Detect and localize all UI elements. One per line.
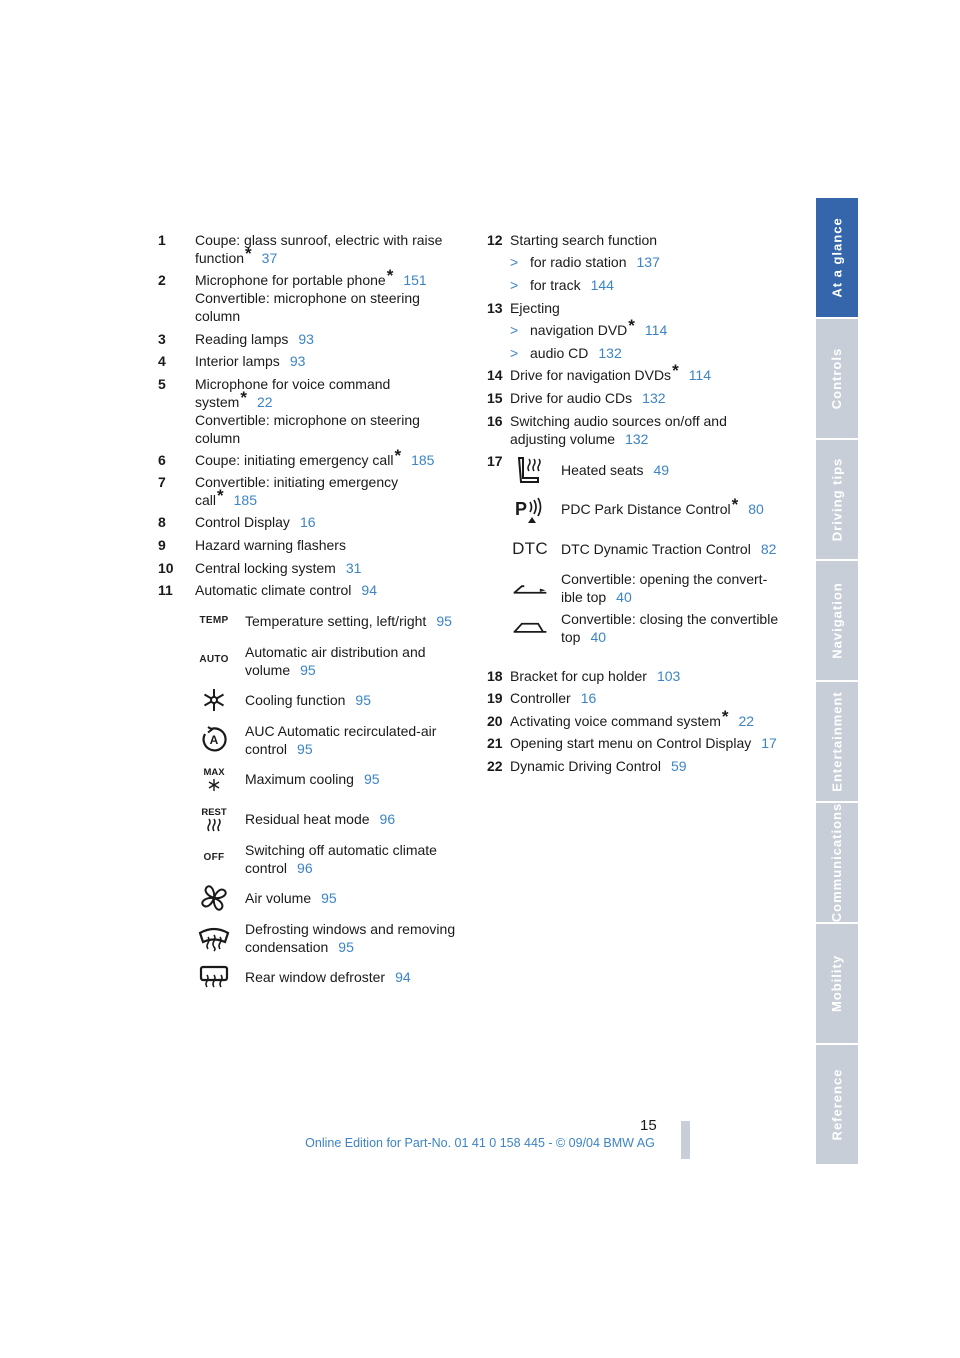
item-text-line: Convertible: initiating emergency <box>195 474 399 490</box>
item-number: 13 <box>487 300 503 316</box>
item-number: 12 <box>487 232 503 248</box>
page-reference-link[interactable]: 22 <box>256 394 273 410</box>
page-reference-link[interactable]: 94 <box>395 969 411 985</box>
page-reference-link[interactable]: 103 <box>656 668 681 684</box>
icon-description: Temperature setting, left/right <box>245 613 427 629</box>
convertible-top-close-icon <box>512 612 548 642</box>
heated-seat-icon <box>512 455 548 485</box>
page-reference-link[interactable]: 37 <box>261 250 278 266</box>
page-reference-link[interactable]: 185 <box>233 492 257 508</box>
tab-label: Reference <box>829 1068 845 1141</box>
snowflake-icon <box>196 685 232 715</box>
page-reference-link[interactable]: 40 <box>590 629 607 645</box>
tab-label: Navigation <box>829 582 845 659</box>
item-number: 14 <box>487 367 503 383</box>
icon-description: Automatic air distribution and <box>245 644 426 660</box>
icon-description: Maximum cooling <box>245 771 354 787</box>
page-reference-link[interactable]: 95 <box>300 662 316 678</box>
page-reference-link[interactable]: 93 <box>298 331 314 347</box>
page-reference-link[interactable]: 80 <box>748 501 764 517</box>
page-reference-link[interactable]: 151 <box>403 272 427 288</box>
item-text-line: Microphone for portable phone <box>195 272 386 288</box>
item-number: 11 <box>158 582 173 598</box>
sub-text: for radio station <box>530 254 627 270</box>
item-number: 22 <box>487 758 503 774</box>
item-text: Starting search function <box>510 232 658 248</box>
item-text-line: Coupe: glass sunroof, electric with raise <box>195 232 443 248</box>
item-text-line: Interior lamps <box>195 353 280 369</box>
svg-text:A: A <box>209 733 219 747</box>
page-reference-link[interactable]: 96 <box>297 860 313 876</box>
item-text: Opening start menu on Control Display <box>510 735 752 751</box>
item-text: Activating voice command system <box>510 713 721 729</box>
item-text-line: Hazard warning flashers <box>195 537 346 553</box>
tab-navigation[interactable] <box>816 561 858 680</box>
item-number: 15 <box>487 390 503 406</box>
item-number: 9 <box>158 537 166 553</box>
optional-equipment-star: * <box>731 495 739 514</box>
item-text-line: Microphone for voice command <box>195 376 391 392</box>
optional-equipment-star: * <box>245 244 252 263</box>
item-number: 16 <box>487 413 503 429</box>
page-reference-link[interactable]: 17 <box>761 735 777 751</box>
page-reference-link[interactable]: 144 <box>590 277 614 293</box>
page-reference-link[interactable]: 114 <box>688 367 712 383</box>
item-number: 20 <box>487 713 503 729</box>
icon-description: Defrosting windows and removing <box>245 921 456 937</box>
page-reference-link[interactable]: 31 <box>345 560 362 576</box>
page-reference-link[interactable]: 40 <box>616 589 632 605</box>
fan-icon <box>196 883 232 913</box>
item-number: 10 <box>158 560 174 576</box>
item-text-line: Reading lamps <box>195 331 289 347</box>
item-text-line: Control Display <box>195 514 290 530</box>
tab-label: Communications <box>829 802 845 923</box>
auc-recirculation-icon <box>196 724 232 754</box>
item-text-line: call <box>195 492 217 508</box>
footer-edition-note: Online Edition for Part-No. 01 41 0 158 445 - © 09/04 BMW AG <box>305 1136 655 1150</box>
svg-text:REST: REST <box>201 807 227 818</box>
item-number: 6 <box>158 452 166 468</box>
item-text: Ejecting <box>510 300 560 316</box>
icon-description: Cooling function <box>245 692 346 708</box>
icon-description: AUC Automatic recirculated-air <box>245 723 437 739</box>
item-text-line: Convertible: microphone on steering <box>195 290 420 306</box>
icon-description: DTC Dynamic Traction Control <box>561 541 751 557</box>
convertible-top-open-icon <box>512 572 548 602</box>
page-reference-link[interactable]: 16 <box>299 514 316 530</box>
item-number: 1 <box>158 232 166 248</box>
icon-description: volume <box>245 662 291 678</box>
tab-entertainment[interactable] <box>816 682 858 801</box>
page-reference-link[interactable]: 137 <box>636 254 660 270</box>
item-text: Dynamic Driving Control <box>510 758 661 774</box>
item-text: Drive for navigation DVDs <box>510 367 672 383</box>
page-reference-link[interactable]: 114 <box>644 322 668 338</box>
page-reference-link[interactable]: 132 <box>598 345 622 361</box>
item-number: 18 <box>487 668 503 684</box>
icon-description: Switching off automatic climate <box>245 842 437 858</box>
rear-defroster-icon <box>196 962 232 992</box>
sub-text: for track <box>530 277 581 293</box>
item-number: 2 <box>158 272 166 288</box>
optional-equipment-star: * <box>217 486 224 505</box>
tab-label: Entertainment <box>829 691 845 792</box>
item-text-line: Automatic climate control <box>195 582 352 598</box>
item-number: 3 <box>158 331 166 347</box>
item-number: 17 <box>487 453 503 469</box>
page-reference-link[interactable]: 16 <box>580 690 597 706</box>
sub-text: navigation DVD <box>530 322 628 338</box>
icon-description: Convertible: closing the convertible <box>561 611 779 627</box>
icon-description: control <box>245 741 288 757</box>
item-text-line: column <box>195 430 241 446</box>
item-text-line: adjusting volume <box>510 431 616 447</box>
optional-equipment-star: * <box>628 316 635 335</box>
optional-equipment-star: * <box>721 707 729 726</box>
item-text-line: system <box>195 394 240 410</box>
icon-description: Air volume <box>245 890 312 906</box>
tab-label: At a glance <box>829 217 845 298</box>
item-number: 19 <box>487 690 503 706</box>
tab-driving-tips[interactable] <box>816 440 858 559</box>
item-text: Controller <box>510 690 571 706</box>
tab-controls[interactable] <box>816 319 858 438</box>
sub-text: audio CD <box>530 345 589 361</box>
page-reference-link[interactable]: 94 <box>361 582 377 598</box>
tab-label: Driving tips <box>829 457 845 542</box>
icon-description: control <box>245 860 288 876</box>
item-text-line: Central locking system <box>195 560 336 576</box>
item-number: 7 <box>158 474 166 490</box>
svg-text:MAX: MAX <box>203 767 225 778</box>
temp-icon: TEMP <box>199 615 229 626</box>
tab-mobility[interactable] <box>816 924 858 1043</box>
page-reference-link[interactable]: 96 <box>379 811 396 827</box>
page-reference-link[interactable]: 93 <box>289 353 306 369</box>
item-text-line: Switching audio sources on/off and <box>510 413 727 429</box>
page-reference-link[interactable]: 95 <box>338 939 354 955</box>
page-reference-link[interactable]: 132 <box>625 431 649 447</box>
page-reference-link[interactable]: 185 <box>411 452 435 468</box>
max-cooling-icon <box>196 764 232 794</box>
auto-icon: AUTO <box>199 654 229 665</box>
icon-description: ible top <box>561 589 607 605</box>
bullet: > <box>510 277 519 293</box>
item-text: Bracket for cup holder <box>510 668 647 684</box>
page-reference-link[interactable]: 49 <box>653 462 670 478</box>
page-reference-link[interactable]: 95 <box>436 613 452 629</box>
page-reference-link[interactable]: 22 <box>738 713 755 729</box>
optional-equipment-star: * <box>240 388 247 407</box>
page-reference-link[interactable]: 95 <box>297 741 313 757</box>
page-reference-link[interactable]: 82 <box>760 541 777 557</box>
item-text-line: function <box>195 250 245 266</box>
item-number: 5 <box>158 376 166 392</box>
page-reference-link[interactable]: 132 <box>642 390 666 406</box>
tab-label: Mobility <box>829 954 845 1013</box>
page-reference-link[interactable]: 95 <box>321 890 337 906</box>
dtc-icon: DTC <box>512 539 548 558</box>
item-text: Drive for audio CDs <box>510 390 633 406</box>
optional-equipment-star: * <box>394 446 402 465</box>
off-icon: OFF <box>203 852 225 863</box>
item-text-line: column <box>195 308 241 324</box>
tab-communications[interactable] <box>816 803 858 922</box>
icon-description: condensation <box>245 939 329 955</box>
item-number: 4 <box>158 353 166 369</box>
icon-description: top <box>561 629 581 645</box>
bullet: > <box>510 254 519 270</box>
page-reference-link[interactable]: 95 <box>355 692 371 708</box>
icon-description: Convertible: opening the convert- <box>561 571 768 587</box>
residual-heat-icon <box>196 804 232 834</box>
icon-description: PDC Park Distance Control <box>561 501 731 517</box>
icon-description: Rear window defroster <box>245 969 386 985</box>
icon-description: Heated seats <box>561 462 644 478</box>
page-reference-link[interactable]: 95 <box>363 771 380 787</box>
item-number: 8 <box>158 514 166 530</box>
optional-equipment-star: * <box>672 361 679 380</box>
page-number: 15 <box>640 1117 657 1134</box>
defrost-windshield-icon <box>196 922 232 952</box>
bullet: > <box>510 345 519 361</box>
svg-text:P: P <box>515 499 528 519</box>
item-text-line: Convertible: microphone on steering <box>195 412 420 428</box>
optional-equipment-star: * <box>386 266 394 285</box>
tab-label: Controls <box>829 347 845 410</box>
icon-description: Residual heat mode <box>245 811 370 827</box>
bullet: > <box>510 322 519 338</box>
page-reference-link[interactable]: 59 <box>670 758 687 774</box>
item-number: 21 <box>487 735 503 751</box>
tab-at-a-glance[interactable] <box>816 198 858 317</box>
pdc-icon <box>512 494 548 524</box>
item-text-line: Coupe: initiating emergency call <box>195 452 394 468</box>
